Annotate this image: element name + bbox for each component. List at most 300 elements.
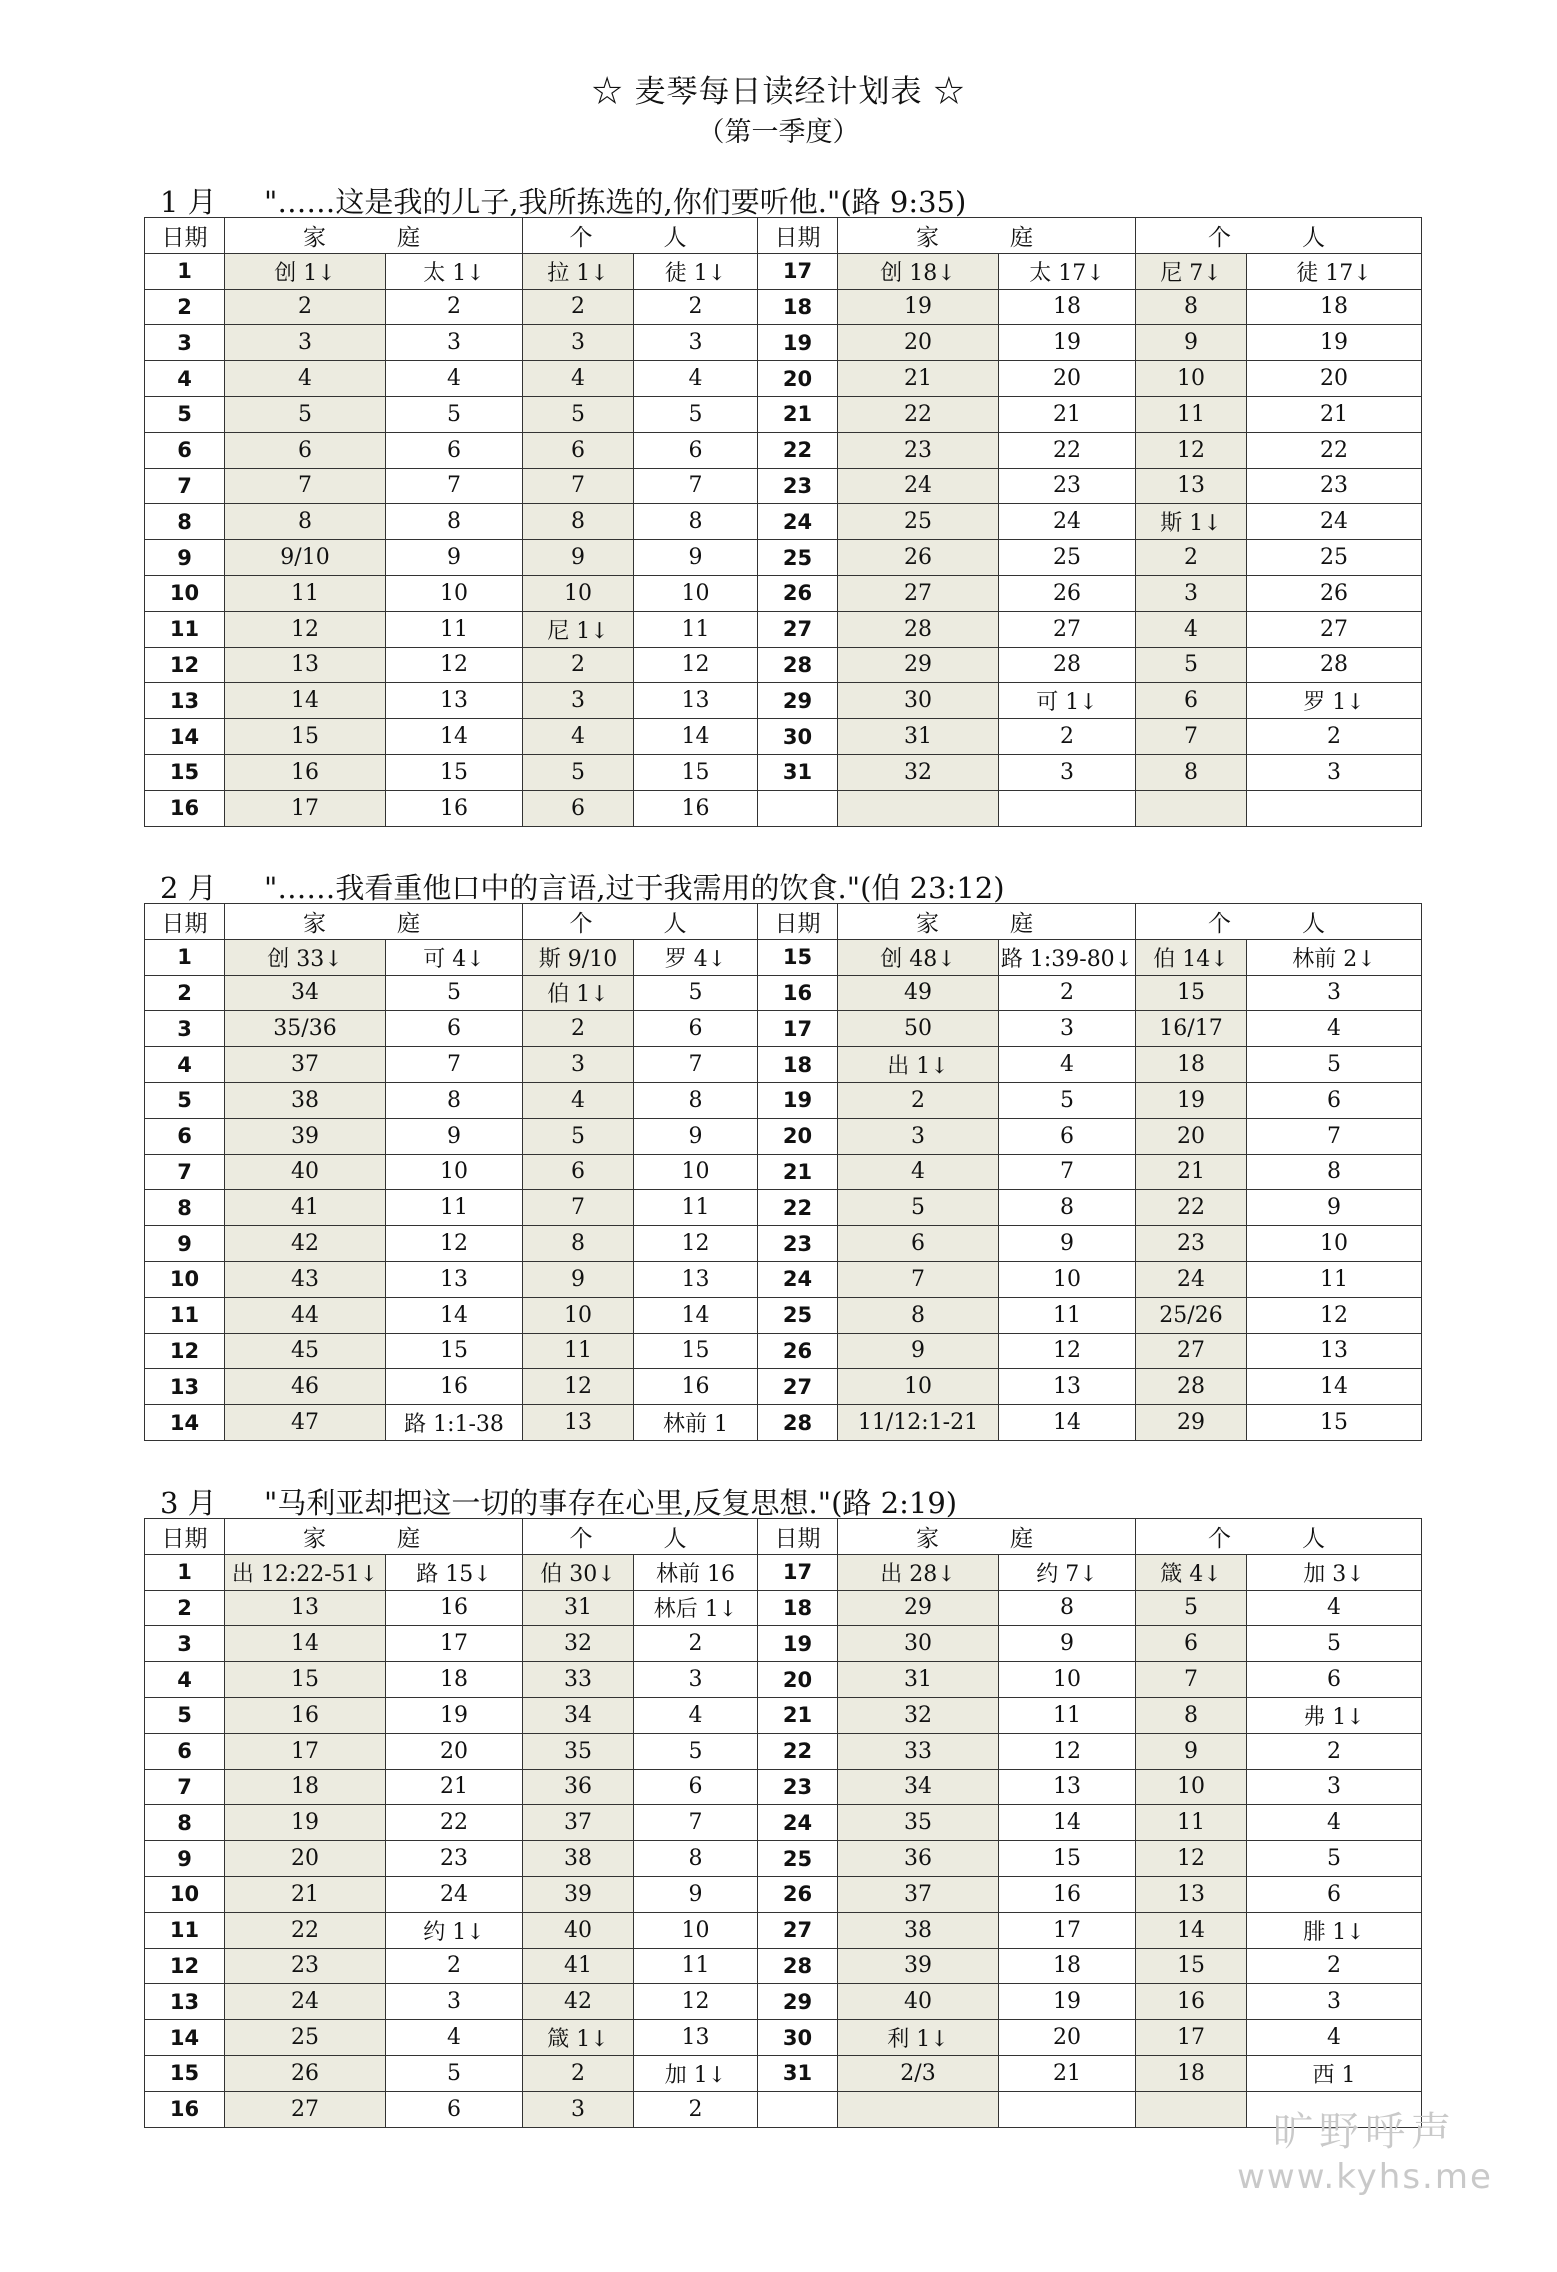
reading-cell: 2 bbox=[1247, 719, 1422, 755]
reading-cell: 10 bbox=[838, 1369, 999, 1405]
reading-cell: 7 bbox=[386, 468, 523, 504]
reading-cell: 10 bbox=[634, 575, 758, 611]
day-cell: 11 bbox=[145, 1912, 225, 1948]
reading-cell: 5 bbox=[634, 1733, 758, 1769]
reading-cell: 13 bbox=[1247, 1333, 1422, 1369]
day-cell: 22 bbox=[758, 1190, 838, 1226]
reading-cell: 15 bbox=[1136, 1948, 1247, 1984]
reading-cell: 19 bbox=[1247, 325, 1422, 361]
reading-cell: 2 bbox=[523, 647, 634, 683]
day-cell: 15 bbox=[145, 2055, 225, 2091]
reading-cell: 7 bbox=[634, 468, 758, 504]
reading-cell: 林后 1↓ bbox=[634, 1590, 758, 1626]
reading-cell: 11 bbox=[1136, 396, 1247, 432]
reading-cell: 27 bbox=[838, 575, 999, 611]
reading-cell: 5 bbox=[1247, 1626, 1422, 1662]
day-cell: 6 bbox=[145, 1118, 225, 1154]
reading-cell: 8 bbox=[523, 1226, 634, 1262]
reading-cell: 9 bbox=[1136, 325, 1247, 361]
reading-cell: 6 bbox=[523, 1154, 634, 1190]
reading-cell: 6 bbox=[1136, 1626, 1247, 1662]
reading-cell: 14 bbox=[634, 1297, 758, 1333]
reading-cell: 2 bbox=[523, 289, 634, 325]
table-row bbox=[145, 540, 1422, 576]
day-cell: 19 bbox=[758, 325, 838, 361]
reading-cell: 2 bbox=[634, 2091, 758, 2127]
reading-cell: 弗 1↓ bbox=[1247, 1697, 1422, 1733]
page-subtitle: （第一季度） bbox=[697, 117, 860, 148]
day-cell: 8 bbox=[145, 1805, 225, 1841]
reading-cell: 34 bbox=[225, 975, 386, 1011]
reading-cell: 16 bbox=[1136, 1984, 1247, 2020]
day-cell: 20 bbox=[758, 361, 838, 397]
reading-cell: 6 bbox=[634, 1769, 758, 1805]
reading-cell: 20 bbox=[1136, 1118, 1247, 1154]
reading-cell: 14 bbox=[634, 719, 758, 755]
day-cell: 23 bbox=[758, 1226, 838, 1262]
reading-cell: 12 bbox=[523, 1369, 634, 1405]
day-cell: 7 bbox=[145, 1154, 225, 1190]
reading-cell: 23 bbox=[999, 468, 1136, 504]
table-row bbox=[145, 975, 1422, 1011]
reading-cell: 35/36 bbox=[225, 1011, 386, 1047]
table-row bbox=[145, 432, 1422, 468]
day-cell: 23 bbox=[758, 1769, 838, 1805]
reading-cell: 2 bbox=[838, 1082, 999, 1118]
reading-cell: 28 bbox=[838, 611, 999, 647]
reading-cell: 可 1↓ bbox=[999, 683, 1136, 719]
reading-cell: 15 bbox=[1247, 1405, 1422, 1441]
day-cell: 31 bbox=[758, 2055, 838, 2091]
reading-cell: 3 bbox=[999, 754, 1136, 790]
reading-cell: 19 bbox=[225, 1805, 386, 1841]
reading-cell: 创 33↓ bbox=[225, 939, 386, 975]
reading-cell: 4 bbox=[838, 1154, 999, 1190]
reading-cell: 33 bbox=[838, 1733, 999, 1769]
reading-cell: 出 1↓ bbox=[838, 1047, 999, 1083]
reading-cell: 17 bbox=[225, 790, 386, 826]
reading-cell: 西 1 bbox=[1247, 2055, 1422, 2091]
reading-cell: 10 bbox=[386, 1154, 523, 1190]
reading-cell: 3 bbox=[386, 325, 523, 361]
reading-cell: 14 bbox=[1247, 1369, 1422, 1405]
reading-cell: 6 bbox=[634, 432, 758, 468]
reading-cell: 27 bbox=[225, 2091, 386, 2127]
reading-cell: 7 bbox=[1136, 719, 1247, 755]
reading-cell: 10 bbox=[634, 1154, 758, 1190]
reading-cell: 尼 1↓ bbox=[523, 611, 634, 647]
day-cell: 7 bbox=[145, 1769, 225, 1805]
reading-cell: 4 bbox=[1247, 1805, 1422, 1841]
table-row bbox=[145, 1769, 1422, 1805]
reading-cell: 10 bbox=[999, 1261, 1136, 1297]
reading-table-jan bbox=[144, 217, 1422, 827]
table-row bbox=[145, 754, 1422, 790]
day-cell: 12 bbox=[145, 1333, 225, 1369]
reading-cell: 15 bbox=[225, 719, 386, 755]
reading-cell: 11 bbox=[1247, 1261, 1422, 1297]
reading-cell: 13 bbox=[225, 647, 386, 683]
reading-cell: 箴 1↓ bbox=[523, 2020, 634, 2056]
reading-cell: 8 bbox=[1136, 754, 1247, 790]
day-cell: 23 bbox=[758, 468, 838, 504]
family-header: 家 庭 bbox=[225, 218, 523, 254]
table-row bbox=[145, 1841, 1422, 1877]
day-cell: 24 bbox=[758, 1261, 838, 1297]
table-row bbox=[145, 504, 1422, 540]
reading-cell: 2 bbox=[386, 289, 523, 325]
reading-cell: 43 bbox=[225, 1261, 386, 1297]
reading-cell: 47 bbox=[225, 1405, 386, 1441]
reading-cell: 8 bbox=[523, 504, 634, 540]
reading-cell: 24 bbox=[999, 504, 1136, 540]
day-cell: 10 bbox=[145, 575, 225, 611]
reading-cell: 11 bbox=[225, 575, 386, 611]
reading-cell: 11 bbox=[386, 1190, 523, 1226]
day-header: 日期 bbox=[758, 218, 838, 254]
reading-cell: 5 bbox=[523, 1118, 634, 1154]
day-cell: 16 bbox=[145, 790, 225, 826]
reading-cell: 10 bbox=[1136, 1769, 1247, 1805]
reading-cell: 14 bbox=[999, 1405, 1136, 1441]
table-row bbox=[145, 611, 1422, 647]
reading-cell: 6 bbox=[1247, 1082, 1422, 1118]
reading-cell: 太 1↓ bbox=[386, 253, 523, 289]
day-cell: 25 bbox=[758, 1841, 838, 1877]
table-row bbox=[145, 253, 1422, 289]
day-cell: 4 bbox=[145, 1662, 225, 1698]
reading-cell: 4 bbox=[386, 2020, 523, 2056]
reading-cell: 3 bbox=[1136, 575, 1247, 611]
reading-cell: 22 bbox=[1247, 432, 1422, 468]
day-cell: 13 bbox=[145, 1984, 225, 2020]
month-heading-jan bbox=[160, 180, 966, 221]
reading-cell: 18 bbox=[999, 289, 1136, 325]
family-header: 家 庭 bbox=[838, 218, 1136, 254]
reading-cell: 8 bbox=[1136, 289, 1247, 325]
reading-cell: 尼 7↓ bbox=[1136, 253, 1247, 289]
reading-cell: 8 bbox=[1247, 1154, 1422, 1190]
reading-cell: 4 bbox=[634, 1697, 758, 1733]
table-row bbox=[145, 1876, 1422, 1912]
table-row bbox=[145, 1590, 1422, 1626]
reading-cell: 27 bbox=[1136, 1333, 1247, 1369]
reading-cell: 10 bbox=[1136, 361, 1247, 397]
family-header: 家 庭 bbox=[225, 1519, 523, 1555]
reading-cell: 林前 2↓ bbox=[1247, 939, 1422, 975]
reading-cell: 45 bbox=[225, 1333, 386, 1369]
day-cell: 11 bbox=[145, 1297, 225, 1333]
reading-cell: 4 bbox=[523, 361, 634, 397]
day-cell: 5 bbox=[145, 396, 225, 432]
day-cell: 3 bbox=[145, 1626, 225, 1662]
day-cell: 14 bbox=[145, 1405, 225, 1441]
reading-cell: 9 bbox=[999, 1626, 1136, 1662]
reading-cell: 40 bbox=[523, 1912, 634, 1948]
reading-cell: 37 bbox=[225, 1047, 386, 1083]
reading-cell: 21 bbox=[1247, 396, 1422, 432]
day-cell: 10 bbox=[145, 1876, 225, 1912]
day-cell bbox=[758, 790, 838, 826]
reading-cell: 加 1↓ bbox=[634, 2055, 758, 2091]
day-cell: 5 bbox=[145, 1697, 225, 1733]
reading-cell: 3 bbox=[634, 1662, 758, 1698]
reading-cell: 27 bbox=[1247, 611, 1422, 647]
reading-cell: 9 bbox=[634, 1876, 758, 1912]
reading-cell: 伯 14↓ bbox=[1136, 939, 1247, 975]
reading-cell: 2 bbox=[999, 975, 1136, 1011]
reading-cell: 6 bbox=[386, 432, 523, 468]
reading-cell: 11 bbox=[634, 1190, 758, 1226]
reading-cell: 50 bbox=[838, 1011, 999, 1047]
reading-cell: 30 bbox=[838, 1626, 999, 1662]
reading-cell: 20 bbox=[225, 1841, 386, 1877]
reading-cell: 28 bbox=[1247, 647, 1422, 683]
reading-cell: 14 bbox=[1136, 1912, 1247, 1948]
reading-cell: 19 bbox=[1136, 1082, 1247, 1118]
reading-cell: 17 bbox=[1136, 2020, 1247, 2056]
reading-cell: 6 bbox=[1136, 683, 1247, 719]
day-cell: 24 bbox=[758, 504, 838, 540]
reading-cell: 23 bbox=[386, 1841, 523, 1877]
reading-cell: 6 bbox=[523, 790, 634, 826]
reading-cell: 18 bbox=[386, 1662, 523, 1698]
reading-cell: 5 bbox=[1136, 1590, 1247, 1626]
reading-cell: 12 bbox=[634, 647, 758, 683]
day-cell: 29 bbox=[758, 1984, 838, 2020]
reading-cell: 7 bbox=[1136, 1662, 1247, 1698]
day-cell: 21 bbox=[758, 1154, 838, 1190]
table-row bbox=[145, 1805, 1422, 1841]
reading-cell: 40 bbox=[225, 1154, 386, 1190]
reading-cell: 2/3 bbox=[838, 2055, 999, 2091]
table-row bbox=[145, 790, 1422, 826]
reading-cell: 5 bbox=[523, 396, 634, 432]
day-cell: 9 bbox=[145, 1841, 225, 1877]
reading-cell: 5 bbox=[634, 975, 758, 1011]
reading-cell: 10 bbox=[999, 1662, 1136, 1698]
day-cell: 17 bbox=[758, 253, 838, 289]
day-cell: 26 bbox=[758, 1876, 838, 1912]
reading-cell: 25 bbox=[1247, 540, 1422, 576]
reading-cell: 林前 16 bbox=[634, 1554, 758, 1590]
reading-cell: 26 bbox=[225, 2055, 386, 2091]
reading-cell: 18 bbox=[225, 1769, 386, 1805]
reading-cell: 13 bbox=[386, 683, 523, 719]
reading-cell: 46 bbox=[225, 1369, 386, 1405]
reading-cell: 23 bbox=[838, 432, 999, 468]
reading-cell: 21 bbox=[386, 1769, 523, 1805]
reading-cell: 利 1↓ bbox=[838, 2020, 999, 2056]
reading-cell: 11 bbox=[634, 611, 758, 647]
reading-cell: 13 bbox=[634, 2020, 758, 2056]
table-row bbox=[145, 1369, 1422, 1405]
reading-cell: 2 bbox=[1247, 1733, 1422, 1769]
reading-cell: 2 bbox=[523, 2055, 634, 2091]
reading-cell: 37 bbox=[523, 1805, 634, 1841]
reading-cell: 10 bbox=[1247, 1226, 1422, 1262]
table-row bbox=[145, 1082, 1422, 1118]
reading-cell: 18 bbox=[1247, 289, 1422, 325]
reading-cell: 4 bbox=[523, 719, 634, 755]
reading-cell: 28 bbox=[999, 647, 1136, 683]
reading-cell: 9 bbox=[523, 1261, 634, 1297]
reading-cell: 41 bbox=[523, 1948, 634, 1984]
reading-cell: 4 bbox=[386, 361, 523, 397]
table-row bbox=[145, 468, 1422, 504]
reading-cell: 拉 1↓ bbox=[523, 253, 634, 289]
reading-cell: 4 bbox=[1136, 611, 1247, 647]
reading-cell: 13 bbox=[1136, 468, 1247, 504]
reading-cell bbox=[1136, 790, 1247, 826]
table-row bbox=[145, 396, 1422, 432]
reading-cell bbox=[838, 2091, 999, 2127]
table-row bbox=[145, 1554, 1422, 1590]
reading-cell: 11 bbox=[523, 1333, 634, 1369]
day-cell: 7 bbox=[145, 468, 225, 504]
reading-cell: 24 bbox=[1247, 504, 1422, 540]
reading-cell: 2 bbox=[634, 289, 758, 325]
reading-table-feb bbox=[144, 903, 1422, 1441]
reading-cell: 11 bbox=[999, 1697, 1136, 1733]
reading-cell: 9 bbox=[634, 1118, 758, 1154]
reading-cell: 8 bbox=[999, 1190, 1136, 1226]
day-cell: 30 bbox=[758, 2020, 838, 2056]
reading-cell: 16 bbox=[386, 1369, 523, 1405]
reading-cell: 16 bbox=[225, 1697, 386, 1733]
reading-cell: 3 bbox=[523, 2091, 634, 2127]
reading-cell: 3 bbox=[1247, 754, 1422, 790]
reading-cell: 9 bbox=[634, 540, 758, 576]
reading-cell: 12 bbox=[634, 1984, 758, 2020]
day-cell bbox=[758, 2091, 838, 2127]
reading-cell: 5 bbox=[523, 754, 634, 790]
personal-header: 个 人 bbox=[1136, 218, 1422, 254]
day-cell: 19 bbox=[758, 1082, 838, 1118]
day-cell: 30 bbox=[758, 719, 838, 755]
watermark-text: 旷野呼声 bbox=[1273, 2109, 1457, 2155]
reading-cell: 8 bbox=[1136, 1697, 1247, 1733]
reading-cell: 13 bbox=[634, 1261, 758, 1297]
reading-cell: 10 bbox=[523, 575, 634, 611]
day-cell: 15 bbox=[758, 939, 838, 975]
reading-cell: 4 bbox=[634, 361, 758, 397]
table-row bbox=[145, 1662, 1422, 1698]
day-cell: 3 bbox=[145, 1011, 225, 1047]
day-cell: 4 bbox=[145, 361, 225, 397]
personal-header: 个 人 bbox=[523, 1519, 758, 1555]
reading-cell: 16 bbox=[225, 754, 386, 790]
reading-cell: 11 bbox=[634, 1948, 758, 1984]
reading-cell: 3 bbox=[1247, 975, 1422, 1011]
day-cell: 28 bbox=[758, 1405, 838, 1441]
reading-cell: 16 bbox=[634, 1369, 758, 1405]
reading-cell: 25 bbox=[225, 2020, 386, 2056]
reading-cell: 21 bbox=[1136, 1154, 1247, 1190]
reading-cell: 26 bbox=[1247, 575, 1422, 611]
reading-cell: 3 bbox=[838, 1118, 999, 1154]
reading-cell: 26 bbox=[838, 540, 999, 576]
reading-cell: 32 bbox=[838, 754, 999, 790]
reading-cell: 20 bbox=[386, 1733, 523, 1769]
reading-cell: 3 bbox=[523, 1047, 634, 1083]
day-cell: 3 bbox=[145, 325, 225, 361]
reading-cell: 16 bbox=[386, 1590, 523, 1626]
reading-cell: 徒 1↓ bbox=[634, 253, 758, 289]
day-cell: 12 bbox=[145, 1948, 225, 1984]
reading-cell: 12 bbox=[1136, 432, 1247, 468]
table-row bbox=[145, 1261, 1422, 1297]
day-cell: 2 bbox=[145, 1590, 225, 1626]
reading-cell: 16/17 bbox=[1136, 1011, 1247, 1047]
reading-cell: 5 bbox=[386, 2055, 523, 2091]
reading-cell: 39 bbox=[838, 1948, 999, 1984]
reading-cell: 6 bbox=[999, 1118, 1136, 1154]
table-row bbox=[145, 361, 1422, 397]
month-heading-mar bbox=[160, 1481, 957, 1522]
reading-cell: 2 bbox=[523, 1011, 634, 1047]
reading-cell: 2 bbox=[999, 719, 1136, 755]
day-cell: 4 bbox=[145, 1047, 225, 1083]
reading-cell: 15 bbox=[386, 1333, 523, 1369]
day-header: 日期 bbox=[145, 218, 225, 254]
day-cell: 9 bbox=[145, 1226, 225, 1262]
reading-cell: 10 bbox=[386, 575, 523, 611]
table-row bbox=[145, 1226, 1422, 1262]
day-cell: 27 bbox=[758, 1912, 838, 1948]
day-cell: 1 bbox=[145, 939, 225, 975]
reading-cell: 25/26 bbox=[1136, 1297, 1247, 1333]
table-row bbox=[145, 2020, 1422, 2056]
month-verse: "……我看重他口中的言语,过于我需用的饮食."(伯 23:12) bbox=[264, 871, 1005, 905]
reading-cell: 22 bbox=[225, 1912, 386, 1948]
reading-cell: 11 bbox=[1136, 1805, 1247, 1841]
reading-cell: 创 48↓ bbox=[838, 939, 999, 975]
reading-cell: 创 18↓ bbox=[838, 253, 999, 289]
table-row bbox=[145, 1405, 1422, 1441]
reading-cell: 31 bbox=[523, 1590, 634, 1626]
personal-header: 个 人 bbox=[1136, 904, 1422, 940]
reading-cell: 18 bbox=[999, 1948, 1136, 1984]
reading-cell: 3 bbox=[634, 325, 758, 361]
reading-cell: 5 bbox=[634, 396, 758, 432]
family-header: 家 庭 bbox=[838, 1519, 1136, 1555]
table-row bbox=[145, 719, 1422, 755]
reading-cell: 5 bbox=[386, 396, 523, 432]
reading-cell: 26 bbox=[999, 575, 1136, 611]
reading-cell: 15 bbox=[634, 1333, 758, 1369]
reading-cell: 23 bbox=[1247, 468, 1422, 504]
reading-cell: 31 bbox=[838, 1662, 999, 1698]
reading-cell: 罗 1↓ bbox=[1247, 683, 1422, 719]
table-row bbox=[145, 1733, 1422, 1769]
reading-cell: 16 bbox=[386, 790, 523, 826]
reading-cell: 32 bbox=[838, 1697, 999, 1733]
reading-cell: 10 bbox=[523, 1297, 634, 1333]
reading-cell: 6 bbox=[1247, 1662, 1422, 1698]
reading-cell: 约 7↓ bbox=[999, 1554, 1136, 1590]
reading-cell: 伯 30↓ bbox=[523, 1554, 634, 1590]
day-cell: 26 bbox=[758, 575, 838, 611]
personal-header: 个 人 bbox=[523, 218, 758, 254]
reading-cell: 2 bbox=[225, 289, 386, 325]
reading-cell: 9 bbox=[1136, 1733, 1247, 1769]
table-row bbox=[145, 1697, 1422, 1733]
reading-cell: 19 bbox=[838, 289, 999, 325]
reading-cell: 11 bbox=[999, 1297, 1136, 1333]
day-cell: 14 bbox=[145, 719, 225, 755]
reading-cell: 38 bbox=[523, 1841, 634, 1877]
